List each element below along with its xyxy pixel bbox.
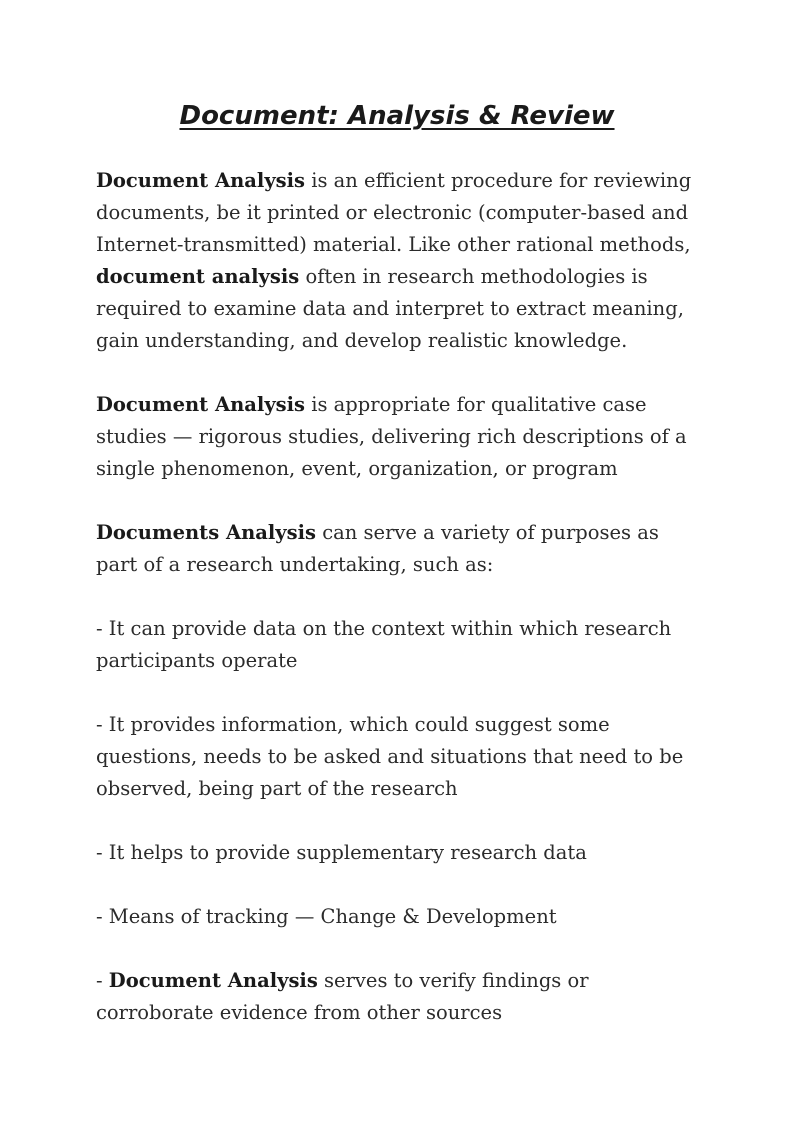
bold-term: document analysis — [96, 265, 300, 288]
document-body — [96, 165, 706, 1061]
paragraph-text: often in research methodologies is required to examine data and interpret to extract meaning, gain understanding, and develop realistic knowledge. — [96, 265, 684, 352]
paragraph-text: serves to verify findings or corroborate evidence from other sources — [96, 969, 589, 1024]
purposes-paragraph — [96, 517, 706, 581]
page-title: Document: Analysis & Review — [179, 101, 615, 131]
bold-term: Document Analysis — [108, 969, 318, 992]
paragraph-text: is appropriate for qualitative case studies — rigorous studies, delivering rich descriptions of a single phenomenon, event, organization, or program — [96, 393, 687, 480]
list-item — [96, 965, 706, 1029]
bold-term: Documents Analysis — [96, 521, 317, 544]
paragraph-text: can serve a variety of purposes as part of a research undertaking, such as: — [96, 521, 659, 576]
list-item: - Means of tracking — Change & Development — [96, 905, 557, 928]
list-prefix: - — [96, 969, 109, 992]
case-studies-paragraph — [96, 389, 706, 485]
list-item: - It can provide data on the context within which research participants operate — [96, 617, 672, 672]
paragraph-text: is an efficient procedure for reviewing documents, be it printed or electronic (computer-based and Internet-transmitted) material. Like other rational methods, — [96, 169, 692, 256]
bold-term: Document Analysis — [96, 393, 306, 416]
intro-paragraph — [96, 165, 706, 357]
list-item: - It provides information, which could suggest some questions, needs to be asked and situations that need to be observed, being part of the research — [96, 713, 684, 800]
list-item: - It helps to provide supplementary research data — [96, 841, 587, 864]
bold-term: Document Analysis — [96, 169, 306, 192]
